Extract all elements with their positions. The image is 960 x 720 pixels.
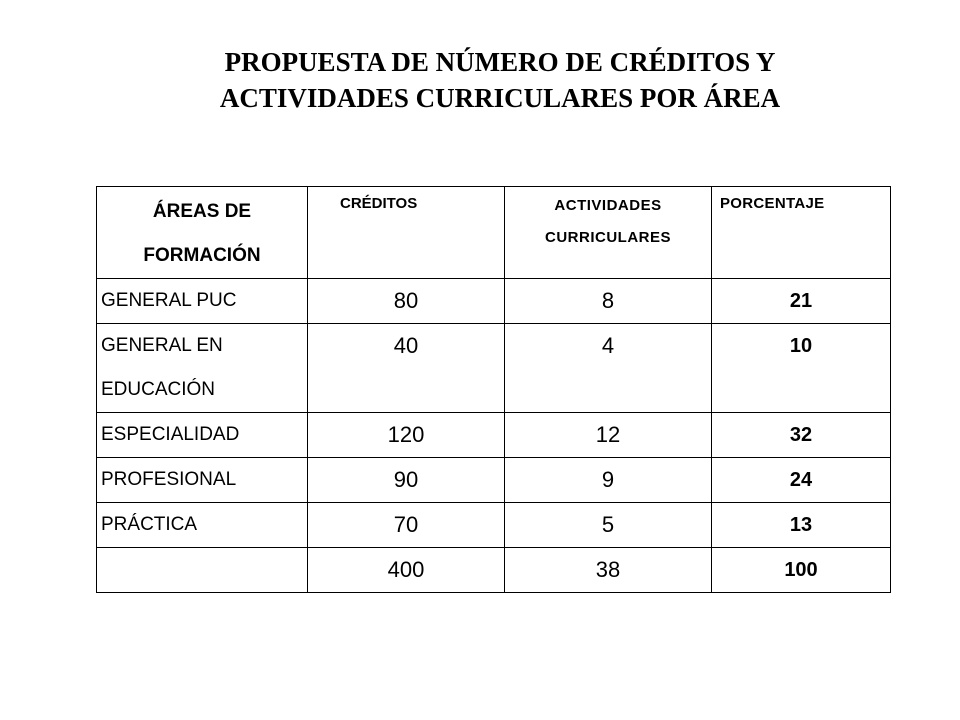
header-creditos	[308, 187, 505, 279]
actividades-value: 9	[601, 467, 615, 492]
credits-table	[96, 186, 891, 593]
total-porcentaje-value: 100	[784, 559, 818, 581]
cell-actividades	[505, 503, 712, 548]
header-row	[97, 187, 891, 279]
header-porcentaje	[712, 187, 891, 279]
porcentaje-value: 21	[789, 290, 813, 312]
total-creditos-value: 400	[387, 557, 425, 582]
cell-total-actividades	[505, 548, 712, 593]
page-title	[0, 44, 960, 116]
cell-creditos	[308, 413, 505, 458]
area-label-line2: EDUCACIÓN	[101, 379, 216, 400]
cell-creditos	[308, 503, 505, 548]
actividades-value: 8	[601, 288, 615, 313]
creditos-value: 80	[393, 288, 419, 313]
table-row	[97, 458, 891, 503]
total-actividades-value: 38	[595, 557, 621, 582]
porcentaje-value: 10	[789, 335, 813, 357]
cell-porcentaje	[712, 324, 891, 413]
cell-area	[97, 458, 308, 503]
table-row	[97, 279, 891, 324]
cell-total-area	[97, 548, 308, 593]
header-actividades-line2: CURRICULARES	[545, 229, 671, 246]
area-label: GENERAL PUC	[101, 290, 237, 311]
header-porcentaje-label: PORCENTAJE	[720, 195, 825, 212]
header-areas-line2: FORMACIÓN	[143, 245, 261, 266]
creditos-value: 90	[393, 467, 419, 492]
creditos-value: 120	[387, 422, 425, 447]
cell-area	[97, 324, 308, 413]
cell-actividades	[505, 458, 712, 503]
cell-creditos	[308, 324, 505, 413]
header-areas-line1: ÁREAS DE	[152, 201, 252, 222]
area-label: ESPECIALIDAD	[101, 424, 240, 445]
header-areas	[97, 187, 308, 279]
cell-actividades	[505, 279, 712, 324]
cell-porcentaje	[712, 413, 891, 458]
title-line-2: ACTIVIDADES CURRICULARES POR ÁREA	[219, 83, 781, 113]
table-row	[97, 413, 891, 458]
cell-porcentaje	[712, 279, 891, 324]
cell-total-porcentaje	[712, 548, 891, 593]
cell-porcentaje	[712, 458, 891, 503]
cell-creditos	[308, 279, 505, 324]
header-actividades-line1: ACTIVIDADES	[554, 197, 662, 214]
header-creditos-label: CRÉDITOS	[340, 195, 418, 212]
cell-actividades	[505, 413, 712, 458]
porcentaje-value: 32	[789, 424, 813, 446]
porcentaje-value: 24	[789, 469, 813, 491]
cell-total-creditos	[308, 548, 505, 593]
area-label: PROFESIONAL	[101, 469, 237, 490]
table-row	[97, 503, 891, 548]
actividades-value: 5	[601, 512, 615, 537]
area-label: PRÁCTICA	[101, 514, 198, 535]
table-row	[97, 324, 891, 413]
cell-porcentaje	[712, 503, 891, 548]
actividades-value: 12	[595, 422, 621, 447]
area-label: GENERAL EN	[101, 335, 223, 356]
header-actividades	[505, 187, 712, 279]
cell-actividades	[505, 324, 712, 413]
cell-creditos	[308, 458, 505, 503]
total-row	[97, 548, 891, 593]
cell-area	[97, 413, 308, 458]
cell-area	[97, 503, 308, 548]
creditos-value: 40	[393, 333, 419, 358]
porcentaje-value: 13	[789, 514, 813, 536]
cell-area	[97, 279, 308, 324]
creditos-value: 70	[393, 512, 419, 537]
title-line-1: PROPUESTA DE NÚMERO DE CRÉDITOS Y	[224, 47, 776, 77]
actividades-value: 4	[601, 333, 615, 358]
